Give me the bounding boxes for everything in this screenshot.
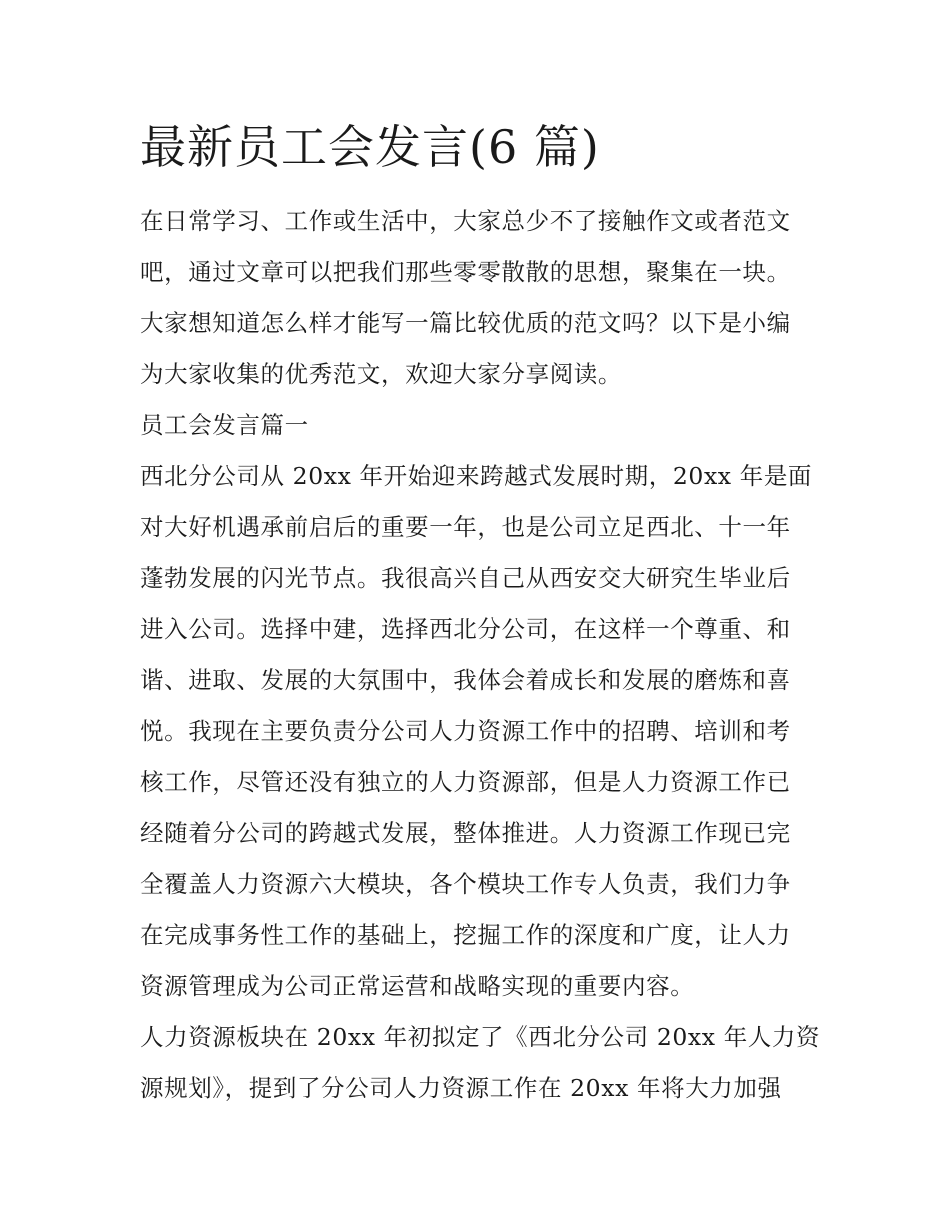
body-line: 为大家收集的优秀范文，欢迎大家分享阅读。 — [140, 360, 622, 388]
body-line: 西北分公司从 20xx 年开始迎来跨越式发展时期，20xx 年是面 — [140, 462, 813, 490]
body-line: 吧，通过文章可以把我们那些零零散散的思想，聚集在一块。 — [140, 258, 791, 286]
body-line: 源规划》，提到了分公司人力资源工作在 20xx 年将大力加强 — [140, 1074, 782, 1102]
section-heading: 员工会发言篇一 — [140, 411, 309, 439]
body-line: 谐、进取、发展的大氛围中，我体会着成长和发展的磨炼和喜 — [140, 666, 791, 694]
body-line: 资源管理成为公司正常运营和战略实现的重要内容。 — [140, 972, 695, 1000]
document-body — [140, 196, 820, 1114]
body-line: 经随着分公司的跨越式发展，整体推进。人力资源工作现已完 — [140, 819, 791, 847]
body-line: 悦。我现在主要负责分公司人力资源工作中的招聘、培训和考 — [140, 717, 791, 745]
body-line: 人力资源板块在 20xx 年初拟定了《西北分公司 20xx 年人力资 — [140, 1023, 821, 1051]
body-line: 全覆盖人力资源六大模块，各个模块工作专人负责，我们力争 — [140, 870, 791, 898]
document-title: 最新员工会发言(6 篇) — [140, 120, 600, 174]
body-line: 在完成事务性工作的基础上，挖掘工作的深度和广度，让人力 — [140, 921, 791, 949]
body-line: 核工作，尽管还没有独立的人力资源部，但是人力资源工作已 — [140, 768, 791, 796]
body-line: 进入公司。选择中建，选择西北分公司，在这样一个尊重、和 — [140, 615, 791, 643]
body-line: 大家想知道怎么样才能写一篇比较优质的范文吗？以下是小编 — [140, 309, 791, 337]
body-line: 在日常学习、工作或生活中，大家总少不了接触作文或者范文 — [140, 207, 791, 235]
body-line: 蓬勃发展的闪光节点。我很高兴自己从西安交大研究生毕业后 — [140, 564, 791, 592]
body-line: 对大好机遇承前启后的重要一年，也是公司立足西北、十一年 — [140, 513, 791, 541]
